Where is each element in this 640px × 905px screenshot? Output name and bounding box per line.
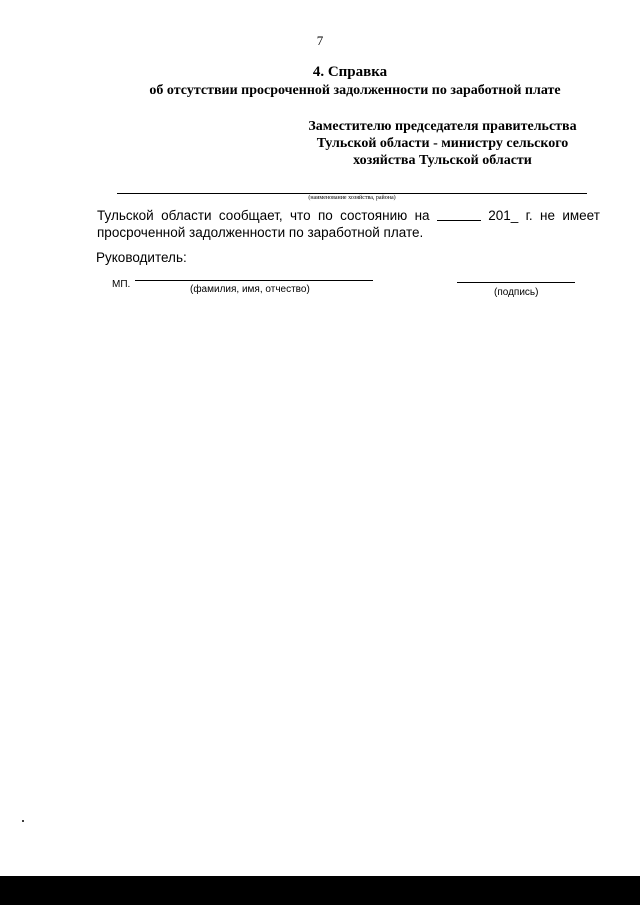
statement-word: не [540,208,555,223]
scan-bottom-border [0,876,640,905]
statement-word: имеет [562,208,600,223]
stamp-label: МП. [112,279,131,290]
addressee-line-3: хозяйства Тульской области [353,153,532,168]
addressee-line-1: Заместителю председателя правительства [308,119,577,134]
organization-name-caption: (наименование хозяйства, района) [308,195,396,201]
statement-word: области [161,208,212,223]
date-blank-field[interactable] [437,208,481,221]
addressee-line-2: Тульской области - министру сельского [316,136,569,151]
statement-word: состоянию [340,208,408,223]
document-title: 4. Справка [312,64,388,80]
signature-line[interactable] [457,282,575,283]
signature-caption: (подпись) [494,287,539,298]
statement-word: по [317,208,333,223]
document-subtitle: об отсутствии просроченной задолженности по заработной плате [149,83,561,98]
scan-speck [22,820,24,822]
page-number: 7 [316,33,324,48]
statement-line-1 [97,208,600,223]
statement-word: сообщает, [218,208,283,223]
statement-word: на [414,208,430,223]
year-field[interactable]: 201_ [488,208,519,223]
organization-name-line[interactable] [117,193,587,194]
head-role-label: Руководитель: [96,250,187,265]
statement-line-2: просроченной задолженности по заработной плате. [97,225,424,240]
full-name-caption: (фамилия, имя, отчество) [190,284,310,295]
statement-word: Тульской [97,208,154,223]
statement-word: г. [525,208,533,223]
full-name-line[interactable] [135,280,373,281]
statement-word: что [290,208,311,223]
